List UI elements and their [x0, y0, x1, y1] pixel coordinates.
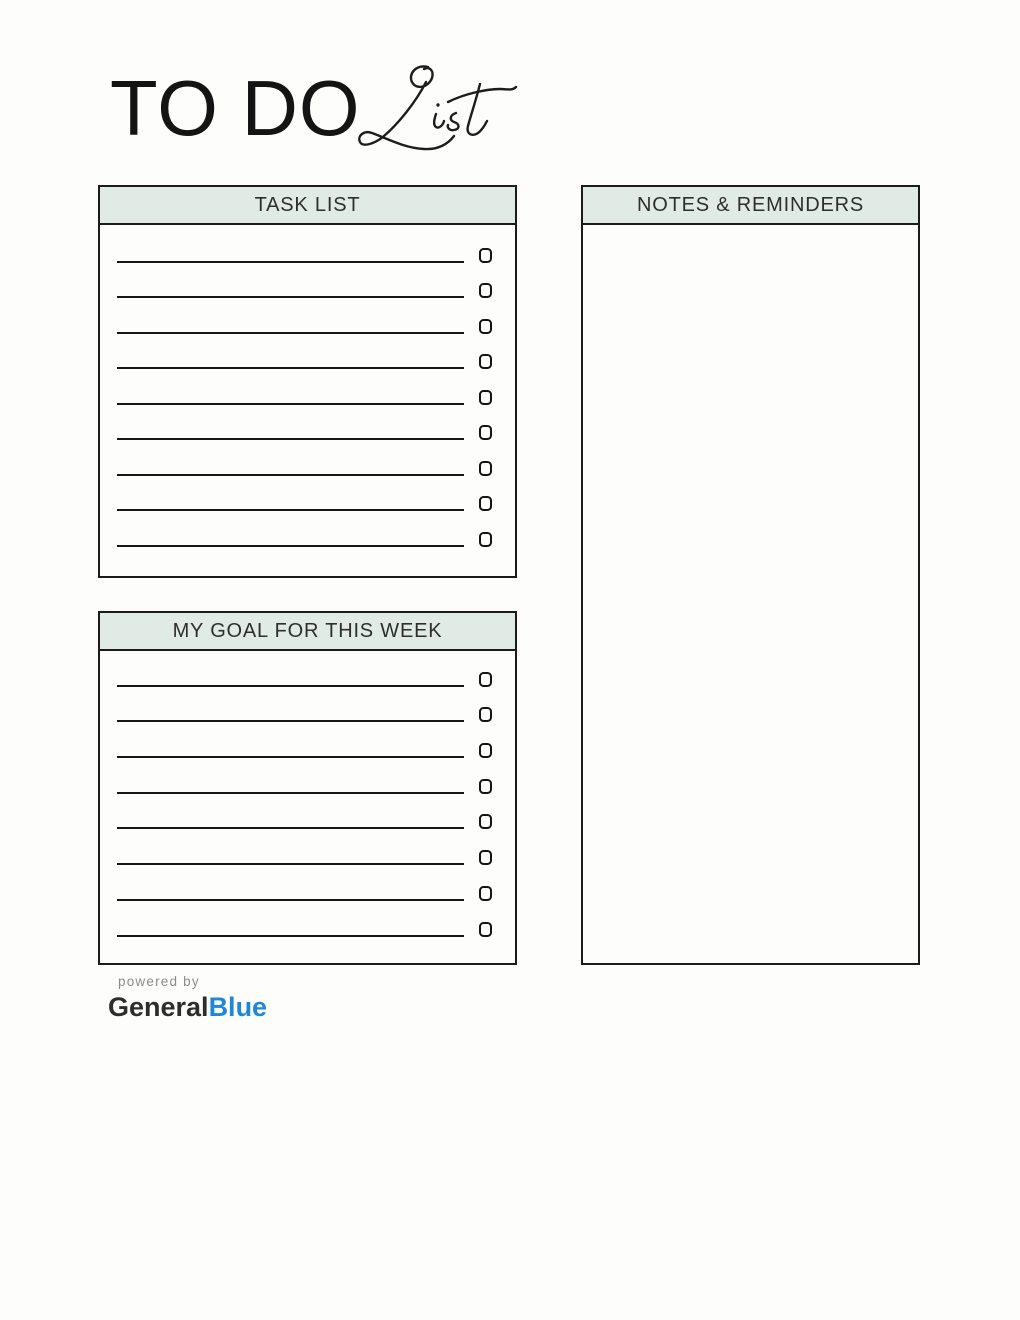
goal-checkbox[interactable]	[479, 672, 492, 687]
goal-row	[100, 829, 515, 865]
task-checkbox[interactable]	[479, 354, 492, 369]
weekly-goals-header: MY GOAL FOR THIS WEEK	[100, 613, 515, 651]
task-checkbox[interactable]	[479, 425, 492, 440]
task-list-rows	[100, 225, 515, 547]
goal-row	[100, 758, 515, 794]
task-list-header: TASK LIST	[100, 187, 515, 225]
goal-checkbox[interactable]	[479, 743, 492, 758]
task-write-line	[117, 545, 464, 547]
task-row	[100, 476, 515, 512]
weekly-goals-rows	[100, 651, 515, 937]
task-row	[100, 227, 515, 263]
goal-checkbox[interactable]	[479, 850, 492, 865]
goal-write-line	[117, 935, 464, 937]
task-checkbox[interactable]	[479, 390, 492, 405]
goal-row	[100, 722, 515, 758]
goal-row	[100, 651, 515, 687]
task-checkbox[interactable]	[479, 532, 492, 547]
goal-checkbox[interactable]	[479, 886, 492, 901]
notes-section	[581, 185, 920, 965]
task-row	[100, 263, 515, 299]
task-row	[100, 511, 515, 547]
notes-header: NOTES & REMINDERS	[583, 187, 918, 225]
goal-row	[100, 794, 515, 830]
goal-row	[100, 901, 515, 937]
weekly-goals-section	[98, 611, 517, 965]
task-checkbox[interactable]	[479, 319, 492, 334]
task-row	[100, 369, 515, 405]
goal-checkbox[interactable]	[479, 779, 492, 794]
task-row	[100, 334, 515, 370]
task-row	[100, 440, 515, 476]
goal-checkbox[interactable]	[479, 707, 492, 722]
goal-row	[100, 687, 515, 723]
goal-checkbox[interactable]	[479, 922, 492, 937]
goal-row	[100, 865, 515, 901]
task-checkbox[interactable]	[479, 248, 492, 263]
powered-by-label: powered by	[118, 974, 200, 989]
page-title: TO DO	[110, 64, 361, 152]
brand-blue: Blue	[208, 992, 268, 1022]
page-title-script-word	[350, 60, 518, 180]
task-row	[100, 298, 515, 334]
generalblue-logo[interactable]	[108, 992, 267, 1023]
task-row	[100, 405, 515, 441]
task-checkbox[interactable]	[479, 496, 492, 511]
brand-general: General	[108, 992, 209, 1022]
goal-checkbox[interactable]	[479, 814, 492, 829]
task-checkbox[interactable]	[479, 283, 492, 298]
task-list-section	[98, 185, 517, 578]
notes-area	[583, 225, 918, 962]
task-checkbox[interactable]	[479, 461, 492, 476]
